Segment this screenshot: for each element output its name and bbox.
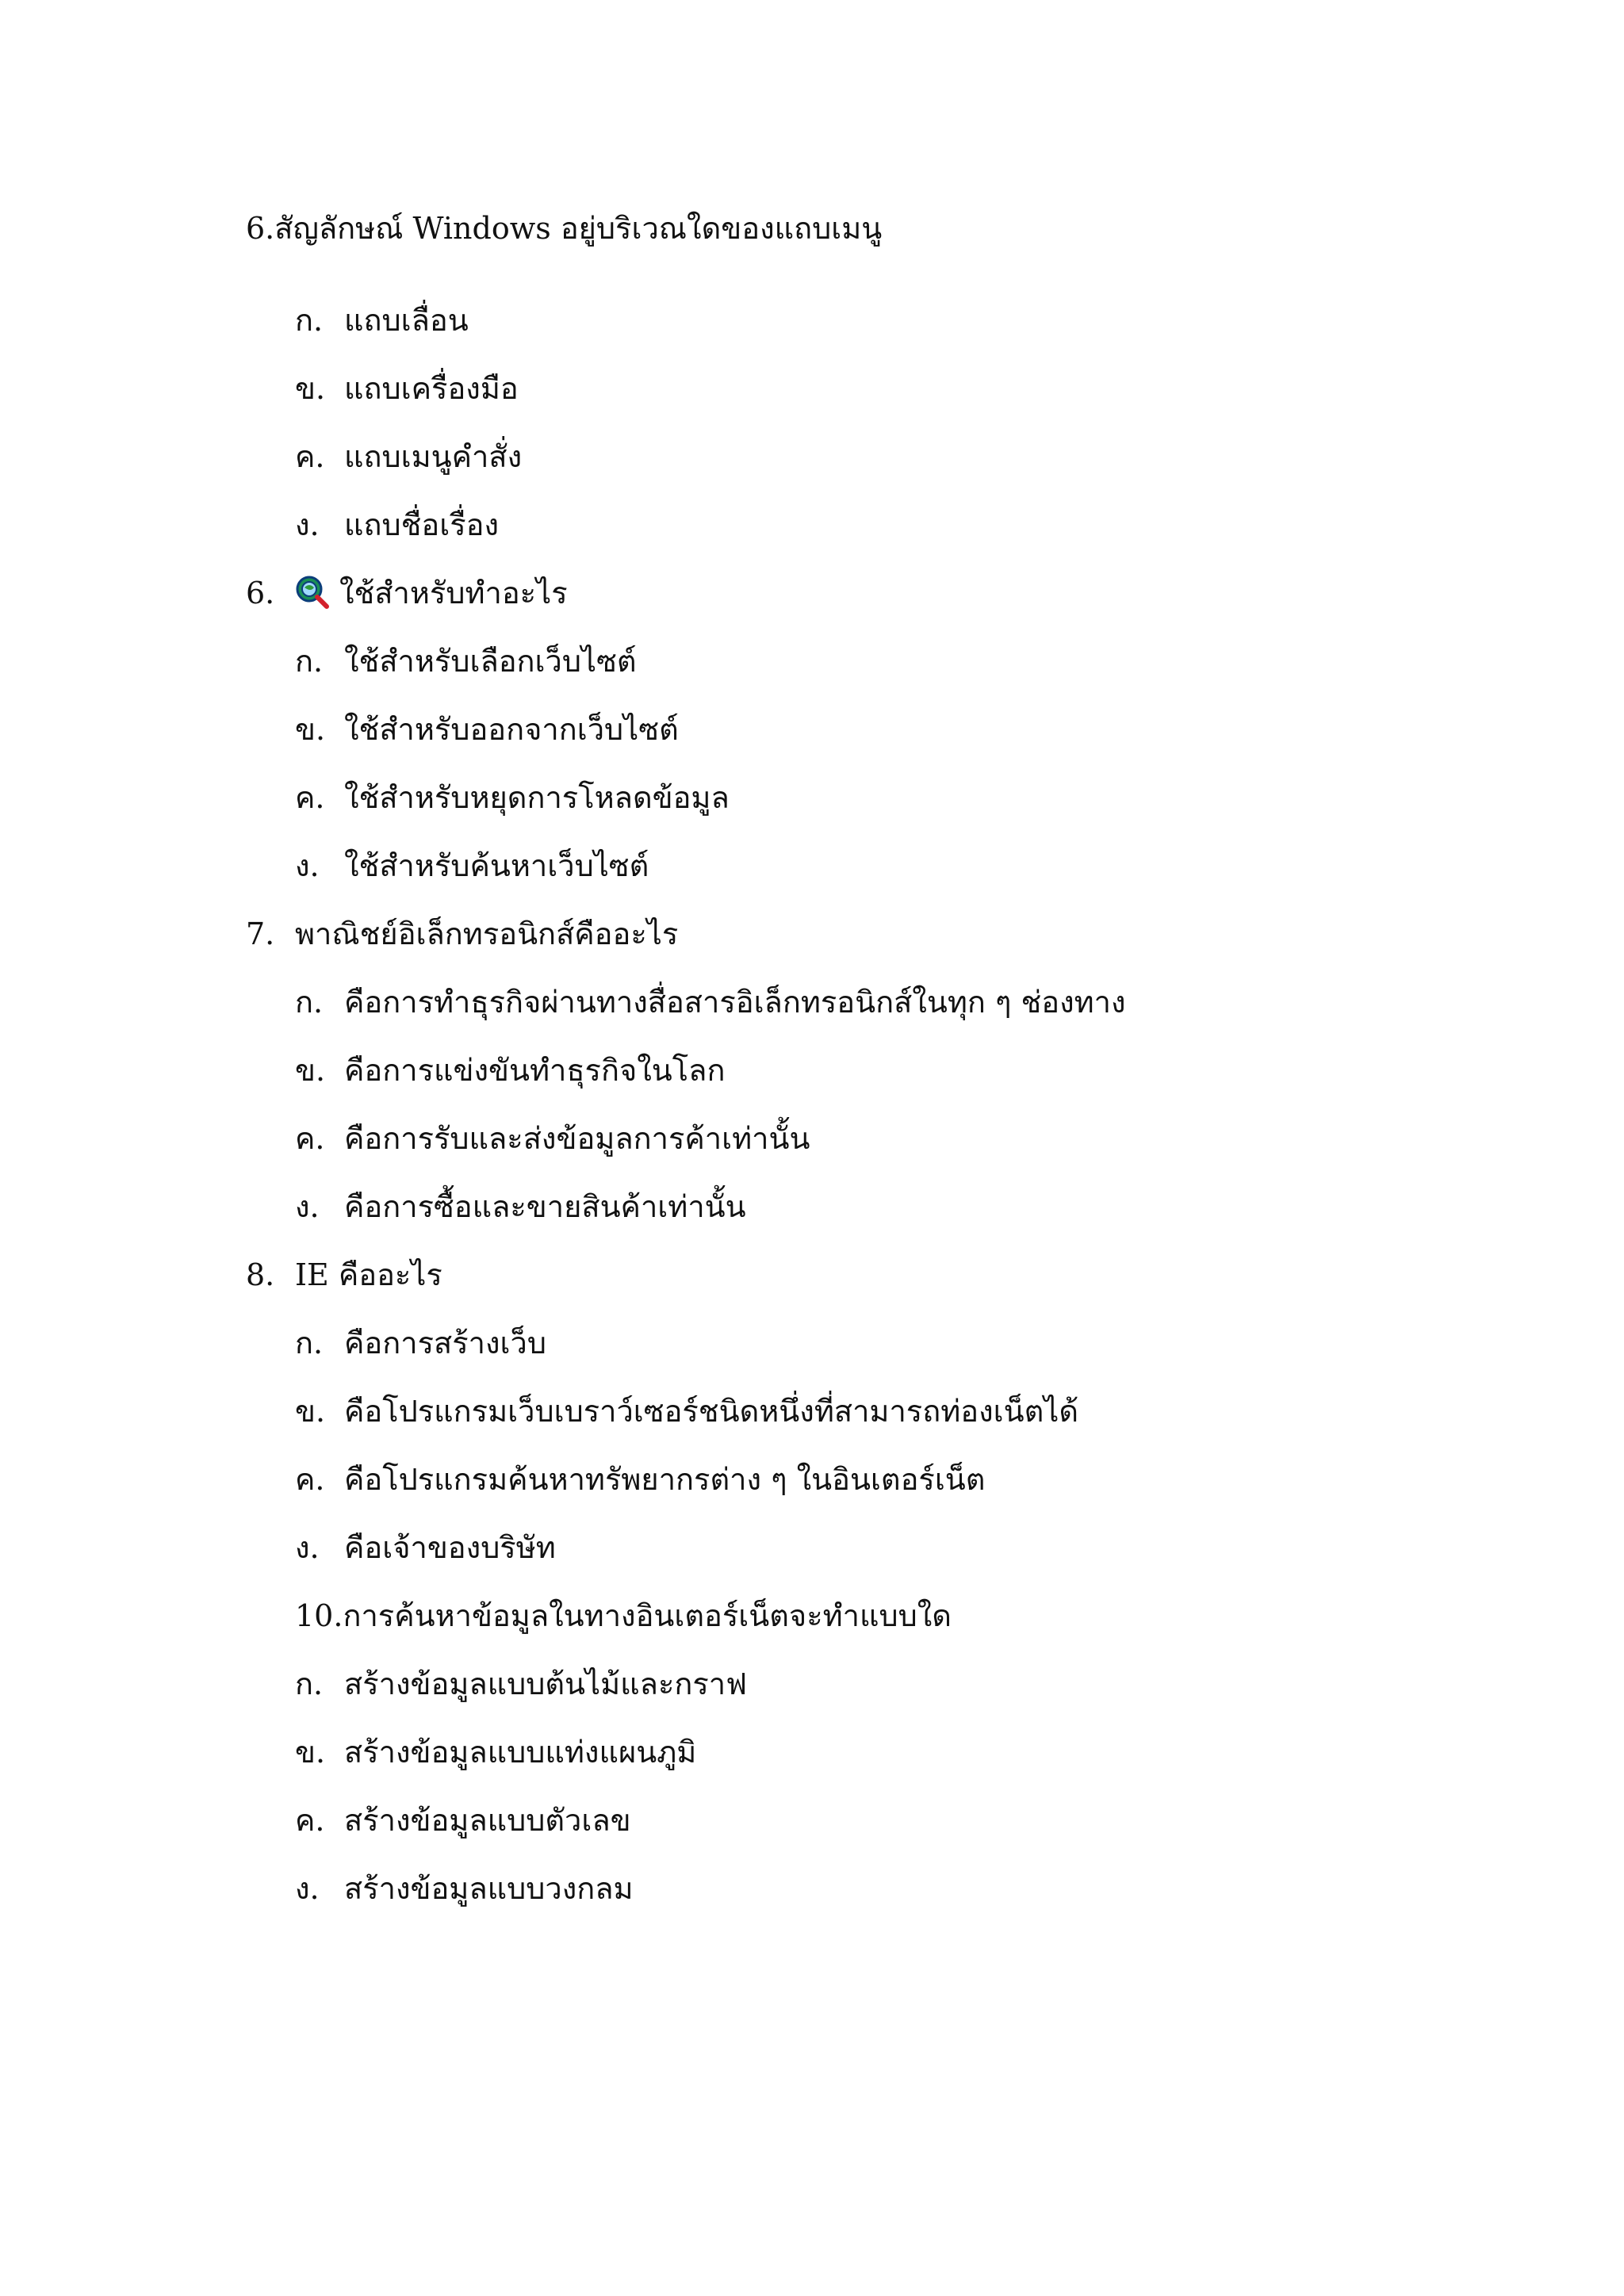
choice-6a-4 [295,506,499,544]
question-text: การค้นหาข้อมูลในทางอินเตอร์เน็ตจะทำแบบใด [343,1598,952,1633]
choice-8-3 [295,1460,985,1498]
choice-letter: ง. [295,507,320,542]
choice-text: สร้างข้อมูลแบบตัวเลข [344,1803,631,1838]
choice-letter: ก. [295,1326,324,1360]
choice-10-1 [295,1665,747,1703]
choice-letter: ค. [295,1121,325,1156]
choice-text: ใช้สำหรับค้นหาเว็บไซต์ [344,848,649,883]
question-number: 6. [246,576,275,610]
choice-text: แถบชื่อเรื่อง [344,507,500,542]
choice-text: สร้างข้อมูลแบบแท่งแผนภูมิ [344,1735,697,1770]
choice-letter: ง. [295,1871,320,1906]
choice-text: ใช้สำหรับหยุดการโหลดข้อมูล [344,780,730,815]
choice-letter: ข. [295,371,326,406]
choice-text: คือโปรแกรมเว็บเบราว์เซอร์ชนิดหนึ่งที่สามารถท่องเน็ตได้ [344,1394,1079,1429]
choice-letter: ค. [295,1803,325,1838]
choice-text: คือการซื้อและขายสินค้าเท่านั้น [344,1189,746,1224]
choice-letter: ก. [295,985,324,1020]
choice-8-4 [295,1529,556,1567]
choice-text: สร้างข้อมูลแบบต้นไม้และกราฟ [344,1667,748,1701]
question-number: 7. [246,916,275,951]
choice-6b-1 [295,642,637,680]
choice-letter: ข. [295,1735,326,1770]
choice-text: แถบเครื่องมือ [344,371,519,406]
choice-6a-3 [295,438,522,476]
choice-7-4 [295,1188,746,1226]
choice-text: คือการทำธุรกิจผ่านทางสื่อสารอิเล็กทรอนิกส์ในทุก ๆ ช่องทาง [344,985,1126,1020]
choice-text: แถบเมนูคำสั่ง [344,439,523,474]
choice-letter: ก. [295,644,324,679]
choice-10-3 [295,1801,631,1839]
question-6b [246,574,568,612]
choice-letter: ค. [295,1462,325,1497]
choice-text: แถบเลื่อน [344,303,469,338]
question-number: 8. [246,1257,275,1292]
question-8 [246,1256,442,1294]
choice-letter: ง. [295,1189,320,1224]
choice-8-2 [295,1392,1078,1430]
choice-letter: ง. [295,1530,320,1565]
choice-text: ใช้สำหรับเลือกเว็บไซต์ [344,644,637,679]
question-text: ใช้สำหรับทำอะไร [339,576,568,610]
choice-text: คือการสร้างเว็บ [344,1326,546,1360]
question-10 [295,1597,952,1635]
choice-letter: ข. [295,712,326,747]
question-number: 6. [246,211,275,246]
choice-7-3 [295,1119,810,1158]
question-text: IE คืออะไร [295,1257,442,1292]
choice-text: สร้างข้อมูลแบบวงกลม [344,1871,634,1906]
choice-8-1 [295,1324,546,1362]
choice-7-2 [295,1051,725,1089]
choice-10-2 [295,1733,696,1771]
choice-6b-4 [295,847,649,885]
question-number: 10. [295,1598,343,1633]
choice-text: คือการรับและส่งข้อมูลการค้าเท่านั้น [344,1121,810,1156]
choice-letter: ก. [295,1667,324,1701]
question-text: พาณิชย์อิเล็กทรอนิกส์คืออะไร [295,916,679,951]
choice-text: คือโปรแกรมค้นหาทรัพยากรต่าง ๆ ในอินเตอร์เน็ต [344,1462,986,1497]
choice-6a-1 [295,301,469,339]
choice-6b-3 [295,779,730,817]
choice-text: คือการแข่งขันทำธุรกิจในโลก [344,1053,726,1088]
choice-letter: ค. [295,439,325,474]
choice-letter: ง. [295,848,320,883]
globe-search-icon [295,575,330,610]
choice-6b-2 [295,710,679,748]
question-7 [246,915,678,953]
choice-letter: ข. [295,1394,326,1429]
choice-10-4 [295,1869,634,1908]
choice-7-1 [295,983,1126,1021]
choice-text: คือเจ้าของบริษัท [344,1530,556,1565]
choice-letter: ก. [295,303,324,338]
choice-text: ใช้สำหรับออกจากเว็บไซต์ [344,712,679,747]
question-6a [246,209,882,247]
choice-letter: ค. [295,780,325,815]
choice-6a-2 [295,369,519,408]
question-text: สัญลักษณ์ Windows อยู่บริเวณใดของแถบเมนู [274,211,883,246]
choice-letter: ข. [295,1053,326,1088]
